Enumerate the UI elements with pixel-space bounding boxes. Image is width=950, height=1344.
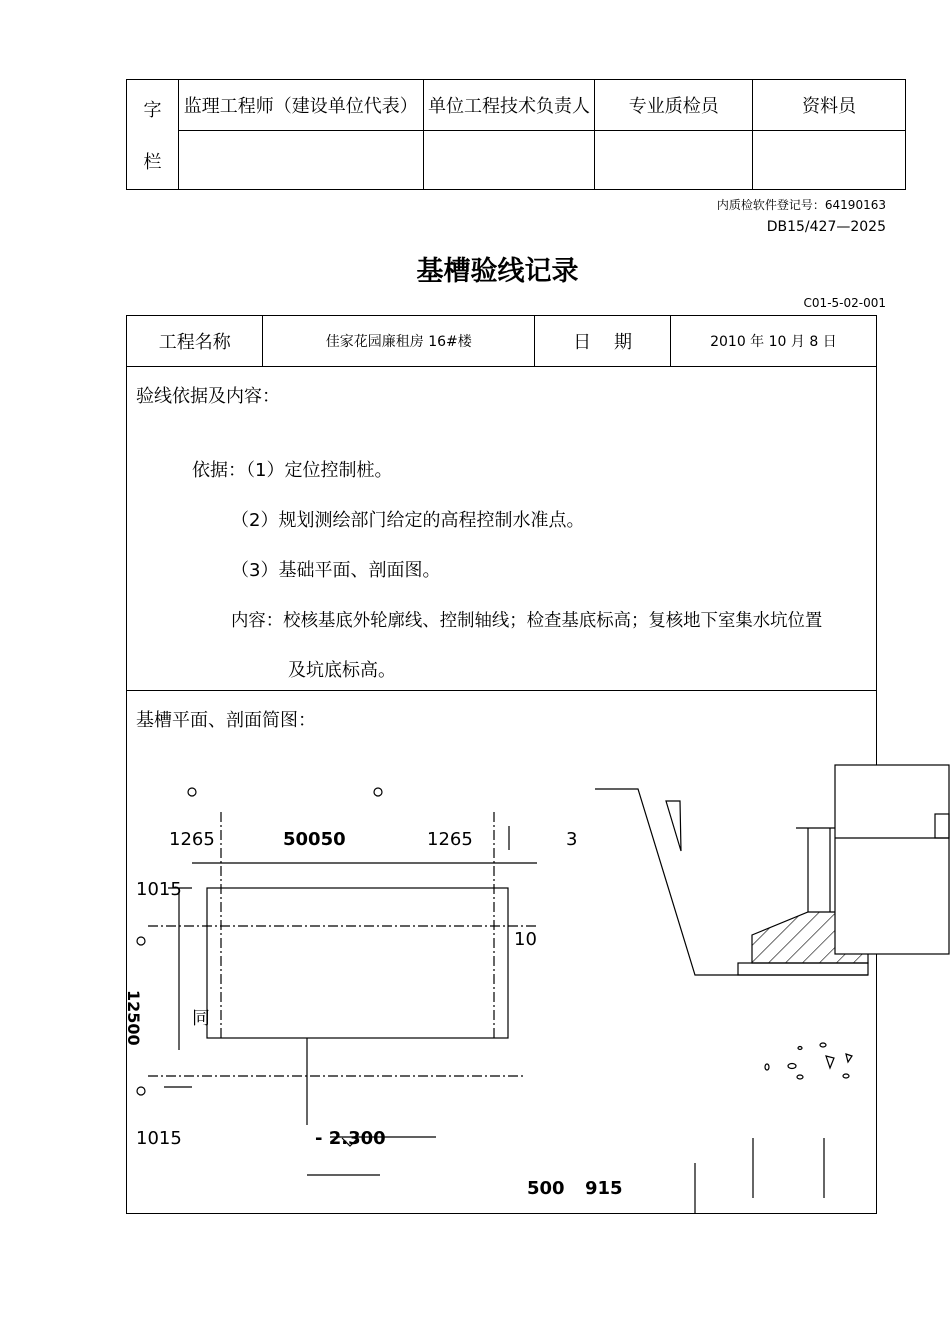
section-detail-box	[835, 765, 949, 954]
project-name-value: 佳家花园廉租房 16#楼	[263, 316, 535, 367]
dim-top-left: 1265	[169, 829, 215, 850]
footing-base	[738, 963, 868, 975]
header-qc: 专业质检员	[595, 80, 753, 131]
dim-elevation: - 2.300	[315, 1128, 386, 1149]
gravel-symbols	[765, 1043, 852, 1079]
date-label: 日 期	[535, 316, 671, 367]
dim-left-lower: 1015	[136, 1128, 182, 1149]
dim-inner-char: 同	[192, 1008, 210, 1029]
header-records: 资料员	[753, 80, 906, 131]
standard-code: DB15/427—2025	[766, 219, 886, 235]
plan-outline	[207, 888, 508, 1038]
dim-top-center: 50050	[283, 829, 346, 850]
date-value: 2010 年 10 月 8 日	[670, 316, 876, 367]
page-title: 基槽验线记录	[416, 256, 579, 287]
sketch-heading: 基槽平面、剖面简图：	[136, 710, 316, 731]
dim-bottom-a: 500	[527, 1178, 565, 1199]
basis-line-2: （2）规划测绘部门给定的高程控制水准点。	[231, 510, 585, 531]
header-tech-lead: 单位工程技术负责人	[423, 80, 595, 131]
basis-line-4: 内容：校核基底外轮廓线、控制轴线；检查基底标高；复核地下室集水坑位置	[231, 611, 823, 631]
side-label-top: 字	[143, 99, 162, 121]
side-label-bottom: 栏	[143, 151, 162, 173]
axis-marker	[374, 788, 382, 796]
dim-right-mid: 10	[514, 929, 537, 950]
basis-line-5: 及坑底标高。	[288, 660, 396, 681]
software-reg: 内质检软件登记号：64190163	[716, 198, 886, 212]
dim-left-upper: 1015	[136, 879, 182, 900]
axis-marker	[137, 937, 145, 945]
form-code: C01-5-02-001	[803, 296, 886, 310]
axis-marker	[188, 788, 196, 796]
slope-marker	[666, 801, 681, 851]
dim-top-right: 1265	[427, 829, 473, 850]
project-name-label: 工程名称	[127, 316, 263, 367]
axis-marker	[137, 1087, 145, 1095]
header-supervisor: 监理工程师（建设单位代表）	[178, 80, 423, 131]
dim-bottom-b: 915	[585, 1178, 623, 1199]
dim-vertical: 12500	[124, 990, 143, 1046]
basis-line-3: （3）基础平面、剖面图。	[231, 560, 441, 581]
dim-top-far: 3	[566, 829, 578, 850]
basis-heading: 验线依据及内容：	[136, 386, 280, 407]
basis-line-1: 依据：（1）定位控制桩。	[192, 460, 393, 481]
